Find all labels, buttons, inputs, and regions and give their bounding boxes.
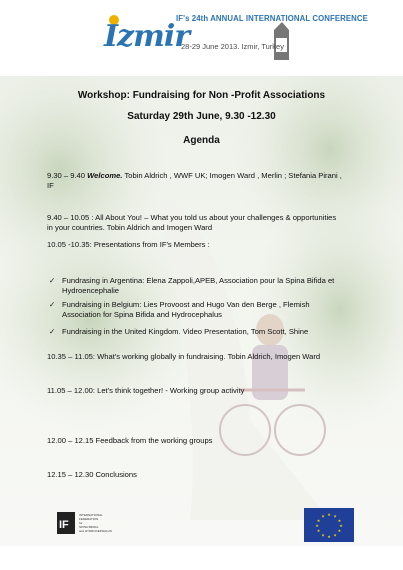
agenda-item-working-globally: 10.35 – 11.05: What's working globally in fundraising. Tobin Aldrich, Imogen Ward	[47, 352, 321, 361]
eu-flag-icon	[304, 508, 354, 542]
ifsbh-logo-mark: IF	[59, 519, 69, 531]
check-icon: ✓	[49, 276, 56, 285]
agenda-item-all-about-you-cont: in your countries. Tobin Aldrich and Imogen Ward	[47, 223, 213, 232]
svg-text:★: ★	[327, 512, 331, 517]
agenda-item-think-together: 11.05 – 12.00: Let's think together! - Working group activity	[47, 386, 245, 395]
conference-date: 28-29 June 2013. Izmir, Turkey	[181, 42, 284, 51]
item-text: Tobin Aldrich , WWF UK; Imogen Ward , Merlin ; Stefania Pirani ,	[124, 171, 342, 180]
ifsbh-logo-line: SPINA BIFIDA	[79, 525, 99, 529]
svg-text:★: ★	[321, 532, 325, 538]
check-icon: ✓	[49, 327, 56, 336]
svg-text:★: ★	[333, 513, 337, 519]
bullet-belgium	[49, 300, 310, 320]
agenda-item-conclusions: 12.15 – 12.30 Conclusions	[47, 470, 137, 479]
svg-text:★: ★	[339, 523, 343, 528]
svg-text:★: ★	[315, 523, 319, 528]
workshop-title: Workshop: Fundraising for Non -Profit Associations	[77, 90, 326, 101]
ifsbh-logo	[57, 510, 117, 536]
bullet-line: Association for Spina Bifida and Hydrocephalus	[62, 310, 222, 319]
agenda-item-all-about-you: 9.40 – 10.05 : All About You! – What you told us about your challenges & opportunities	[47, 213, 337, 222]
check-icon: ✓	[49, 300, 56, 309]
ifsbh-logo-line: INTERNATIONAL	[79, 513, 103, 517]
bullet-line: Fundraising in Belgium: Lies Provoost and Hugo Van den Berge , Flemish	[62, 300, 310, 309]
agenda-item-presentations: 10.05 -10.35: Presentations from IF's Members :	[47, 240, 210, 249]
izmir-logo-text: Izmir	[104, 19, 190, 54]
svg-text:★: ★	[316, 528, 321, 533]
workshop-date: Saturday 29th June, 9.30 -12.30	[127, 111, 276, 122]
svg-text:★: ★	[327, 534, 331, 539]
agenda-heading: Agenda	[183, 135, 220, 146]
ifsbh-logo-line: FEDERATION	[79, 517, 99, 521]
bullet-line: Fundrasing in Argentina: Elena Zappoli,APEB, Association pour la Spina Bifida et	[62, 276, 335, 285]
item-emphasis: Welcome.	[87, 171, 123, 180]
svg-text:★: ★	[321, 513, 325, 519]
bullet-uk	[49, 327, 309, 337]
svg-text:★: ★	[337, 528, 342, 533]
agenda-item-welcome	[47, 171, 342, 181]
ifsbh-logo-line: and HYDROCEPHALUS	[79, 529, 112, 533]
bullet-line: Fundraising in the United Kingdom. Video Presentation, Tom Scott, Shine	[62, 327, 309, 336]
ifsbh-logo-line: for	[79, 521, 83, 525]
svg-text:★: ★	[333, 532, 337, 538]
agenda-item-welcome-cont: IF	[47, 181, 54, 190]
svg-text:★: ★	[316, 518, 321, 523]
conference-header	[0, 0, 403, 76]
bullet-argentina	[49, 276, 335, 296]
item-time: 9.30 – 9.40	[47, 171, 86, 180]
agenda-item-feedback: 12.00 – 12.15 Feedback from the working groups	[47, 436, 213, 445]
conference-title: IF's 24th ANNUAL INTERNATIONAL CONFERENCE	[176, 14, 368, 23]
bullet-line: Hydroencephalie	[62, 286, 119, 295]
svg-text:★: ★	[337, 518, 342, 523]
